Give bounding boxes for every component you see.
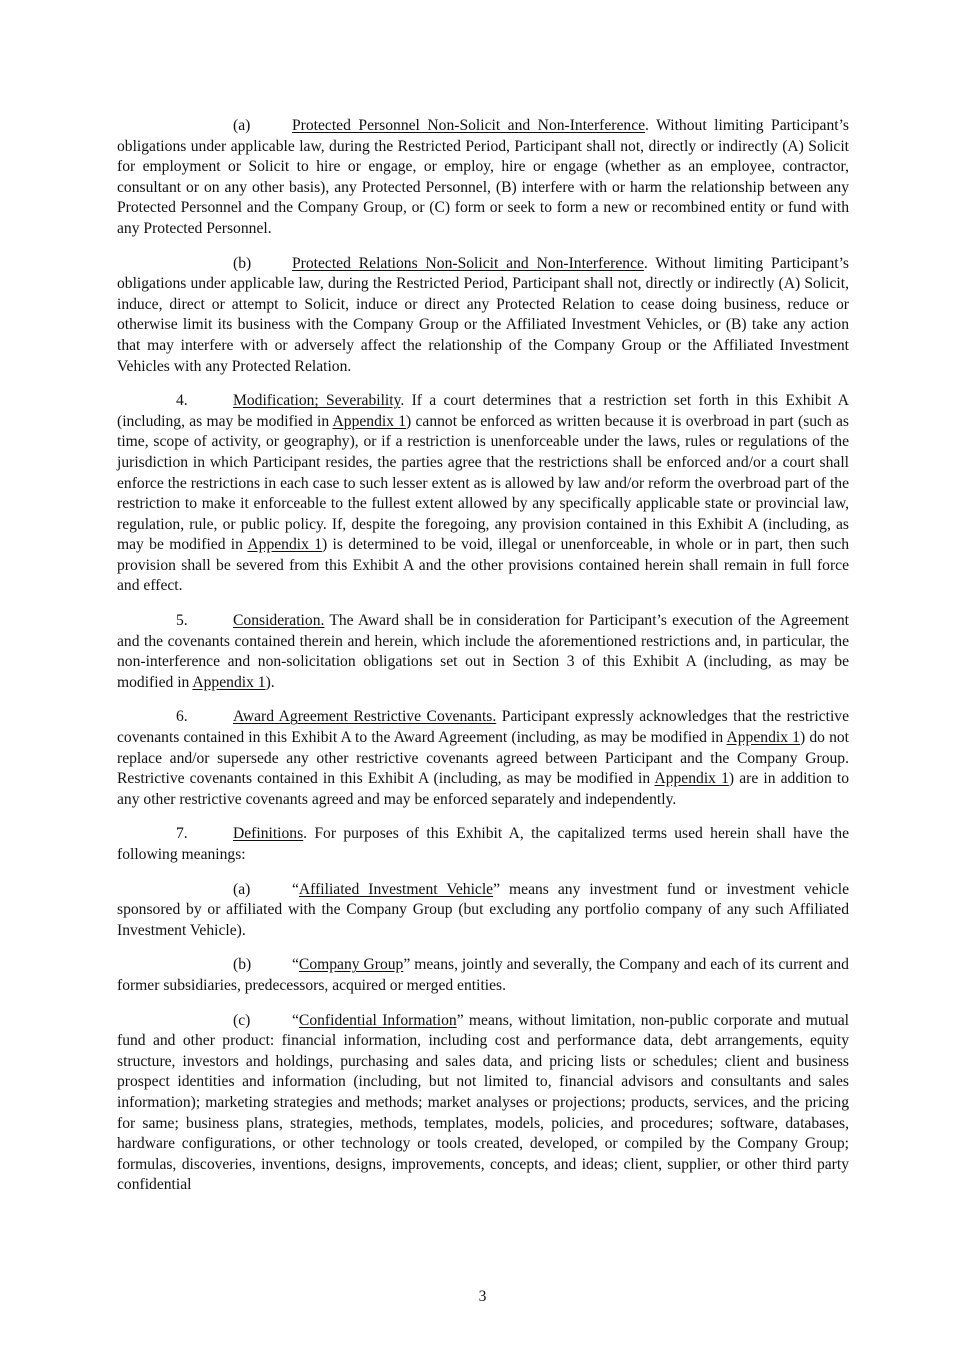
paragraph-number: (a) [233,880,251,898]
paragraph-6 [117,707,849,810]
paragraph-3b [117,254,849,378]
paragraph-text: The Award shall be in consideration for Participant’s execution of the Agreement and the covenants contained therein and herein, which include the aforementioned restrictions and, in particular, the non-interference and non-solicitation obligations set out in Section 3 of this Exhibit A (including, as may be modified in [117,612,849,691]
paragraph-7b [117,955,849,996]
paragraph-4 [117,391,849,597]
paragraph-number: 7. [176,825,188,843]
appendix-reference: Appendix 1 [247,536,322,554]
appendix-reference: Appendix 1 [332,412,407,430]
defined-term: Company Group [298,956,404,974]
paragraph-number: 4. [176,392,188,410]
paragraph-text: ) cannot be enforced as written because it is overbroad in part (such as time, scope of activity, or geography), or if a restriction is unenforceable under the laws, rules or regulations of the jurisdiction in which Participant resides, the parties agree that the restrictions shall be enforced and/or a court shall enforce the restrictions in each case to such lesser extent as is allowed by law and/or reform the overbroad part of the restriction to make it enforceable to the fullest extent allowed by any specifically applicable state or provincial law, regulation, rule, or public policy. If, despite the foregoing, any provision contained in this Exhibit A (including, as may be modified in [117,412,849,554]
paragraph-number: 5. [176,612,188,630]
document-page [117,116,849,1210]
paragraph-7a [117,880,849,942]
paragraph-number: (a) [233,117,251,134]
paragraph-3a [117,116,849,240]
section-heading: Protected Personnel Non-Solicit and Non-Interference [292,117,646,134]
paragraph-number: 6. [176,708,188,726]
paragraph-text: ) are in addition to any other restrictive covenants agreed and may be enforced separately and independently. [117,770,850,808]
section-heading: Definitions [233,825,304,843]
section-heading: Award Agreement Restrictive Covenants. [233,708,497,726]
paragraph-text: ) do not replace and/or supersede any other restrictive covenants agreed between Participant and the Company Group. Restrictive covenants contained in this Exhibit A (including, as may be modified in [117,729,850,788]
section-heading: Consideration. [233,612,325,630]
open-quote: “ [292,880,299,898]
paragraph-text: Participant expressly acknowledges that the restrictive covenants contained in this Exhibit A to the Award Agreement (including, as may be modified in [117,708,849,747]
paragraph-5 [117,611,849,693]
open-quote: “ [292,956,299,974]
open-quote: “ [292,1011,299,1029]
paragraph-text: . Without limiting Participant’s obligations under applicable law, during the Restricted Period, Participant shall not, directly or indirectly (A) Solicit for employment or Solicit to hire or engage, or employ, hire or engage (whether as an employee, contractor, consultant or on any other basis), any Protected Personnel, (B) interfere with or harm the relationship between any Protected Personnel and the Company Group, or (C) form or seek to form a new or recombined entity or fund with any Protected Personnel. [117,117,849,237]
paragraph-number: (c) [233,1011,251,1029]
paragraph-text: ” means, without limitation, non-public corporate and mutual fund and other product: financial information, including cost and performance data, debt arrangements, equity structure, investors and holdings, purchasing and sales data, and pricing lists or schedules; client and business prospect identities and information (including, but not limited to, financial advisors and consultants and sales information); marketing strategies and methods; market analyses or projections; products, services, and the pricing for same; business plans, strategies, methods, templates, models, policies, and procedures; software, databases, hardware configurations, or other technology or tools created, developed, or compiled by the Company Group; formulas, discoveries, inventions, designs, improvements, concepts, and ideas; client, supplier, or other third party confidential [117,1011,850,1194]
paragraph-number: (b) [233,956,252,974]
paragraph-text: ” means any investment fund or investment vehicle sponsored by or affiliated with the Company Group (but excluding any portfolio company of any such Affiliated Investment Vehicle). [117,880,849,939]
paragraph-text: . Without limiting Participant’s obligations under applicable law, during the Restricted Period, Participant shall not, directly or indirectly (A) Solicit, induce, direct or attempt to Solicit, induce or direct any Protected Relation to cease doing business, reduce or otherwise limit its business with the Company Group or the Affiliated Investment Vehicles, or (B) take any action that may interfere with or adversely affect the relationship of the Company Group or the Affiliated Investment Vehicles with any Protected Relation. [117,254,849,375]
appendix-reference: Appendix 1 [654,770,729,788]
appendix-reference: Appendix 1 [192,673,266,691]
paragraph-text: ). [265,673,275,691]
section-heading: Protected Relations Non-Solicit and Non-Interference [292,254,644,272]
paragraph-number: (b) [233,254,252,272]
paragraph-7c [117,1011,849,1196]
paragraph-text: ” means, jointly and severally, the Company and each of its current and former subsidiaries, predecessors, acquired or merged entities. [117,956,849,994]
section-heading: Modification; Severability [233,392,401,410]
paragraph-text: ) is determined to be void, illegal or unenforceable, in whole or in part, then such provision shall be severed from this Exhibit A and the other provisions contained herein shall remain in full force and effect. [117,536,849,595]
paragraph-text: . For purposes of this Exhibit A, the capitalized terms used herein shall have the following meanings: [117,825,849,863]
page-number: 3 [478,1288,487,1305]
appendix-reference: Appendix 1 [726,729,800,747]
defined-term: Affiliated Investment Vehicle [298,880,494,898]
defined-term: Confidential Information [298,1011,457,1029]
paragraph-text: . If a court determines that a restriction set forth in this Exhibit A (including, as may be modified in [117,392,849,430]
paragraph-7 [117,824,849,865]
